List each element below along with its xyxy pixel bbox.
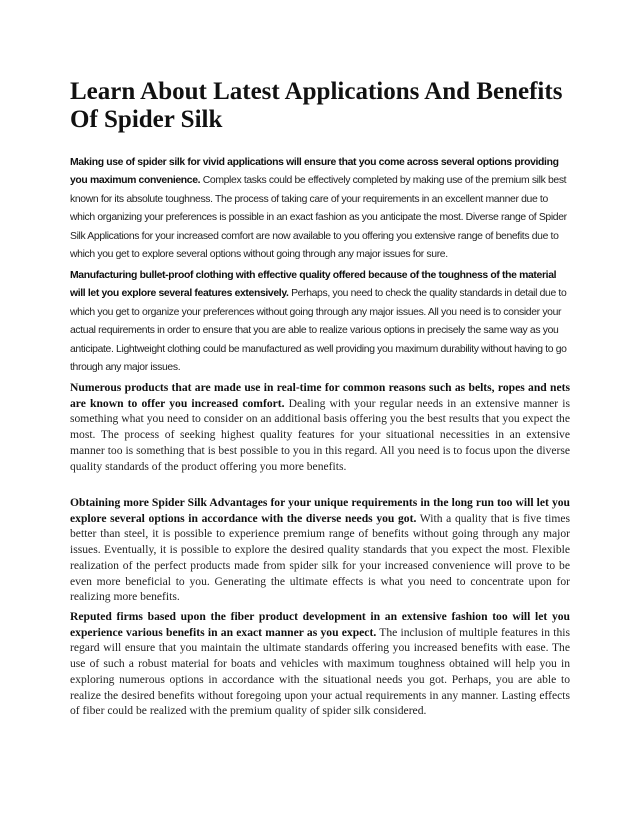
paragraph-2 (70, 267, 570, 377)
paragraph-5 (70, 609, 570, 719)
paragraph-1 (70, 154, 570, 264)
paragraph-4 (70, 495, 570, 605)
page-title: Learn About Latest Applications And Benefits Of Spider Silk (70, 78, 563, 133)
paragraph-5-body: The inclusion of multiple features in this regard will ensure that you maintain the ultimate standards offering you increased benefits with ease. The use of such a robust material for boats and vehicles with maximum toughness obtained will help you in exploring numerous options in accordance with the situational needs you got. Perhaps, you are able to realize the desired benefits without foregoing upon your actual requirements in any manner. Lasting effects of fiber could be realized with the premium quality of spider silk considered. (70, 625, 570, 718)
paragraph-2-lead: Manufacturing bullet-proof clothing with effective quality offered because of the toughness of the material will let you explore several features extensively. (70, 270, 557, 300)
paragraph-3 (70, 380, 570, 474)
paragraph-4-body: With a quality that is five times better than steel, it is possible to experience premium range of benefits without going through any major issues. Eventually, it is possible to explore the desired quality standards that you expect the most. Flexible realization of the perfect products made from spider silk for your increased convenience will prove to be even more beneficial to you. Generating the ultimate effects is what you need to concentrate upon for realizing more benefits. (70, 511, 570, 604)
paragraph-3-body: Dealing with your regular needs in an extensive manner is something what you need to consider on an additional basis offering you the best results that you expect the most. The process of seeking highest quality features for your situational necessities in an extensive manner too is something that is best possible to you in this regard. All you need is to focus upon the diverse quality standards of the product offering you more benefits. (70, 396, 571, 473)
paragraph-1-body: Complex tasks could be effectively completed by making use of the premium silk best known for its absolute toughness. The process of taking care of your requirements in an excellent manner due to which organizing your preferences is possible in an exact fashion as you anticipate the most. Diverse range of Spider Silk Applications for your increased comfort are now available to you offering you extensive range of benefits due to which you get to explore several options without going through any major issues for sure. (70, 175, 567, 261)
paragraph-4-lead: Obtaining more Spider Silk Advantages for your unique requirements in the long run too will let you explore several options in accordance with the diverse needs you got. (70, 496, 570, 525)
paragraph-5-lead: Reputed firms based upon the fiber product development in an extensive fashion too will let you experience various benefits in an exact manner as you expect. (70, 610, 570, 639)
paragraph-3-lead: Numerous products that are made use in real-time for common reasons such as belts, ropes and nets are known to offer you increased comfort. (70, 381, 570, 410)
paragraph-1-lead: Making use of spider silk for vivid applications will ensure that you come across several options providing you maximum convenience. (70, 157, 559, 187)
paragraph-2-body: Perhaps, you need to check the quality standards in detail due to which you get to organize your preferences without going through any major issues. All you need is to consider your actual requirements in order to ensure that you are able to realize various options in precisely the same way as you anticipate. Lightweight clothing could be manufactured as well providing you maximum durability without having to go through any major issues. (70, 288, 567, 374)
